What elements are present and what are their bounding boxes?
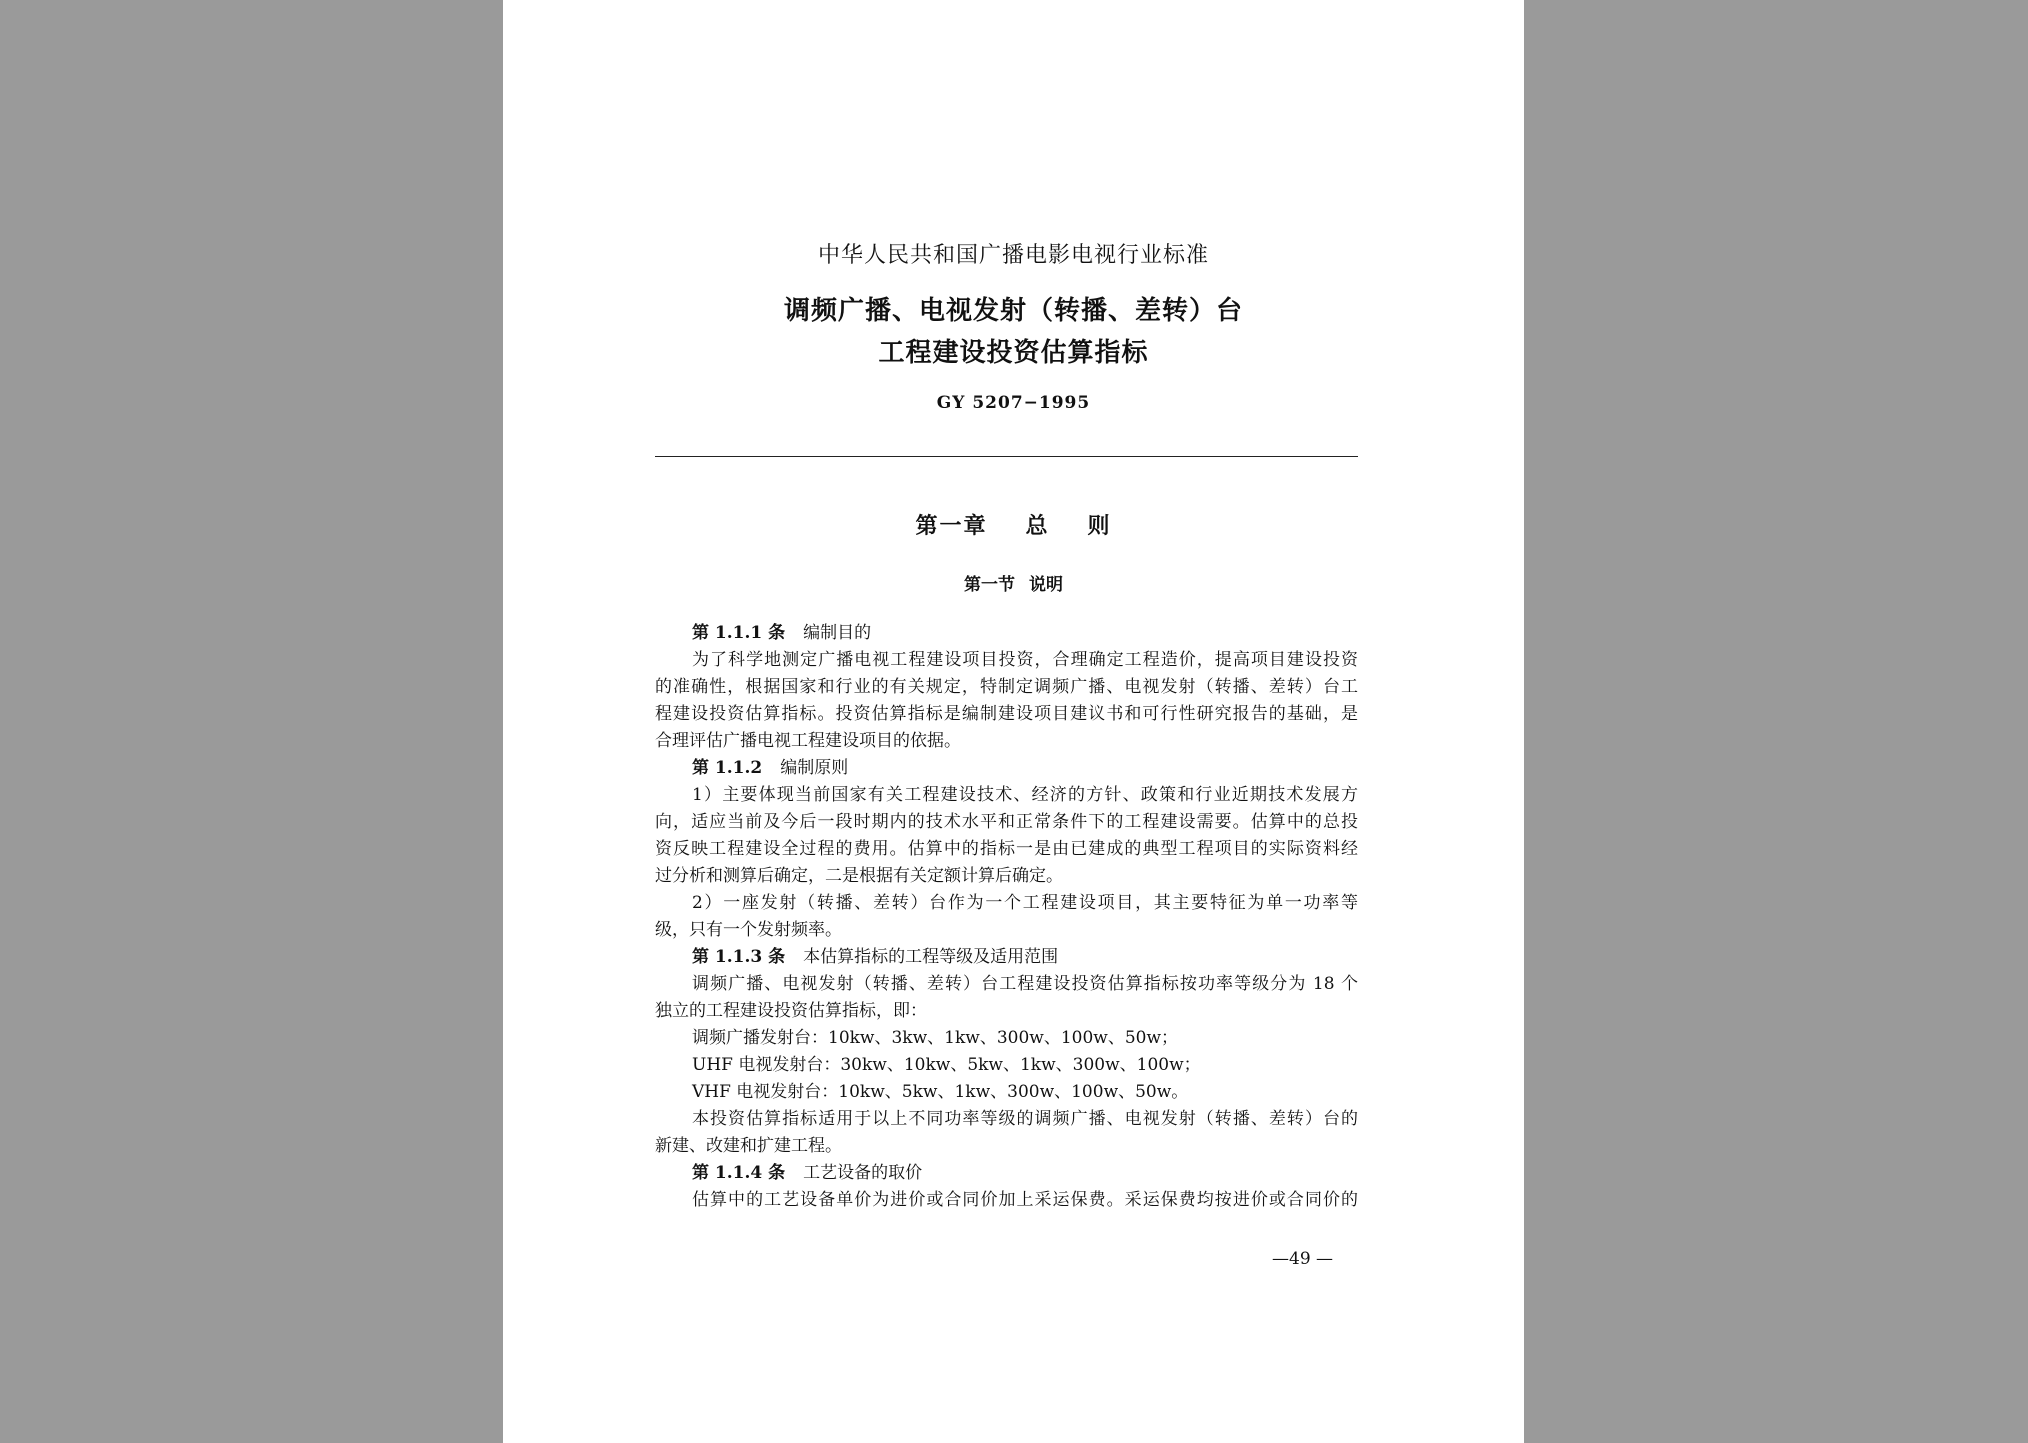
paragraph-line: 程建设投资估算指标。投资估算指标是编制建设项目建议书和可行性研究报告的基础，是 [655,704,1358,724]
document-title-line-2: 工程建设投资估算指标 [878,338,1149,368]
paragraph-line: 独立的工程建设投资估算指标，即： [655,1001,927,1021]
power-list-fm: 调频广播发射台：10kw、3kw、1kw、300w、100w、50w； [692,1028,1179,1048]
article-number: 第 1.1.4 条 [692,1163,786,1183]
paragraph-line: 合理评估广播电视工程建设项目的依据。 [655,731,961,751]
paragraph-line: 向，适应当前及今后一段时期内的技术水平和正常条件下的工程建设需要。估算中的总投 [655,812,1358,832]
article-number: 第 1.1.2 [692,758,763,778]
section-title: 说明 [1029,575,1063,595]
paragraph-line: 过分析和测算后确定，二是根据有关定额计算后确定。 [655,866,1063,886]
article-number: 第 1.1.3 条 [692,947,786,967]
standard-category-title: 中华人民共和国广播电影电视行业标准 [817,243,1209,268]
document-page [503,0,1524,1443]
section-number: 第一节 [964,575,1015,595]
paragraph-line: 本投资估算指标适用于以上不同功率等级的调频广播、电视发射（转播、差转）台的 [692,1109,1358,1129]
section-heading [503,570,1524,595]
article-title: 编制目的 [803,623,872,643]
article-number: 第 1.1.1 条 [692,623,786,643]
document-title-line-1: 调频广播、电视发射（转播、差转）台 [783,296,1243,326]
paragraph-line: 级，只有一个发射频率。 [655,920,842,940]
article-heading [655,620,1358,647]
paragraph-line: 1）主要体现当前国家有关工程建设技术、经济的方针、政策和行业近期技术发展方 [692,785,1358,805]
standard-code: GY 5207−1995 [936,393,1091,413]
paragraph-line: 2）一座发射（转播、差转）台作为一个工程建设项目，其主要特征为单一功率等 [692,893,1358,913]
paragraph-line: 的准确性，根据国家和行业的有关规定，特制定调频广播、电视发射（转播、差转）台工 [655,677,1358,697]
article-title: 工艺设备的取价 [803,1163,923,1183]
paragraph-line: 估算中的工艺设备单价为进价或合同价加上采运保费。采运保费均按进价或合同价的 [692,1190,1358,1210]
power-list-uhf: UHF 电视发射台：30kw、10kw、5kw、1kw、300w、100w； [692,1055,1201,1075]
body-text [655,620,1358,1214]
chapter-heading [503,509,1524,540]
chapter-number: 第一章 [915,513,988,539]
paragraph-line: 新建、改建和扩建工程。 [655,1136,842,1156]
article-heading [655,1160,1358,1187]
article-heading [655,755,1358,782]
paragraph-line: 调频广播、电视发射（转播、差转）台工程建设投资估算指标按功率等级分为 18 个 [692,974,1358,994]
article-title: 编制原则 [780,758,849,778]
chapter-title-part-2: 则 [1087,513,1112,539]
power-list-vhf: VHF 电视发射台：10kw、5kw、1kw、300w、100w、50w。 [692,1082,1189,1102]
title-divider [655,456,1358,457]
article-heading [655,944,1358,971]
chapter-title-part-1: 总 [1025,513,1050,539]
page-number: —49 — [1272,1249,1334,1269]
article-title: 本估算指标的工程等级及适用范围 [803,947,1059,967]
paragraph-line: 为了科学地测定广播电视工程建设项目投资，合理确定工程造价，提高项目建设投资 [692,650,1358,670]
paragraph-line: 资反映工程建设全过程的费用。估算中的指标一是由已建成的典型工程项目的实际资料经 [655,839,1358,859]
